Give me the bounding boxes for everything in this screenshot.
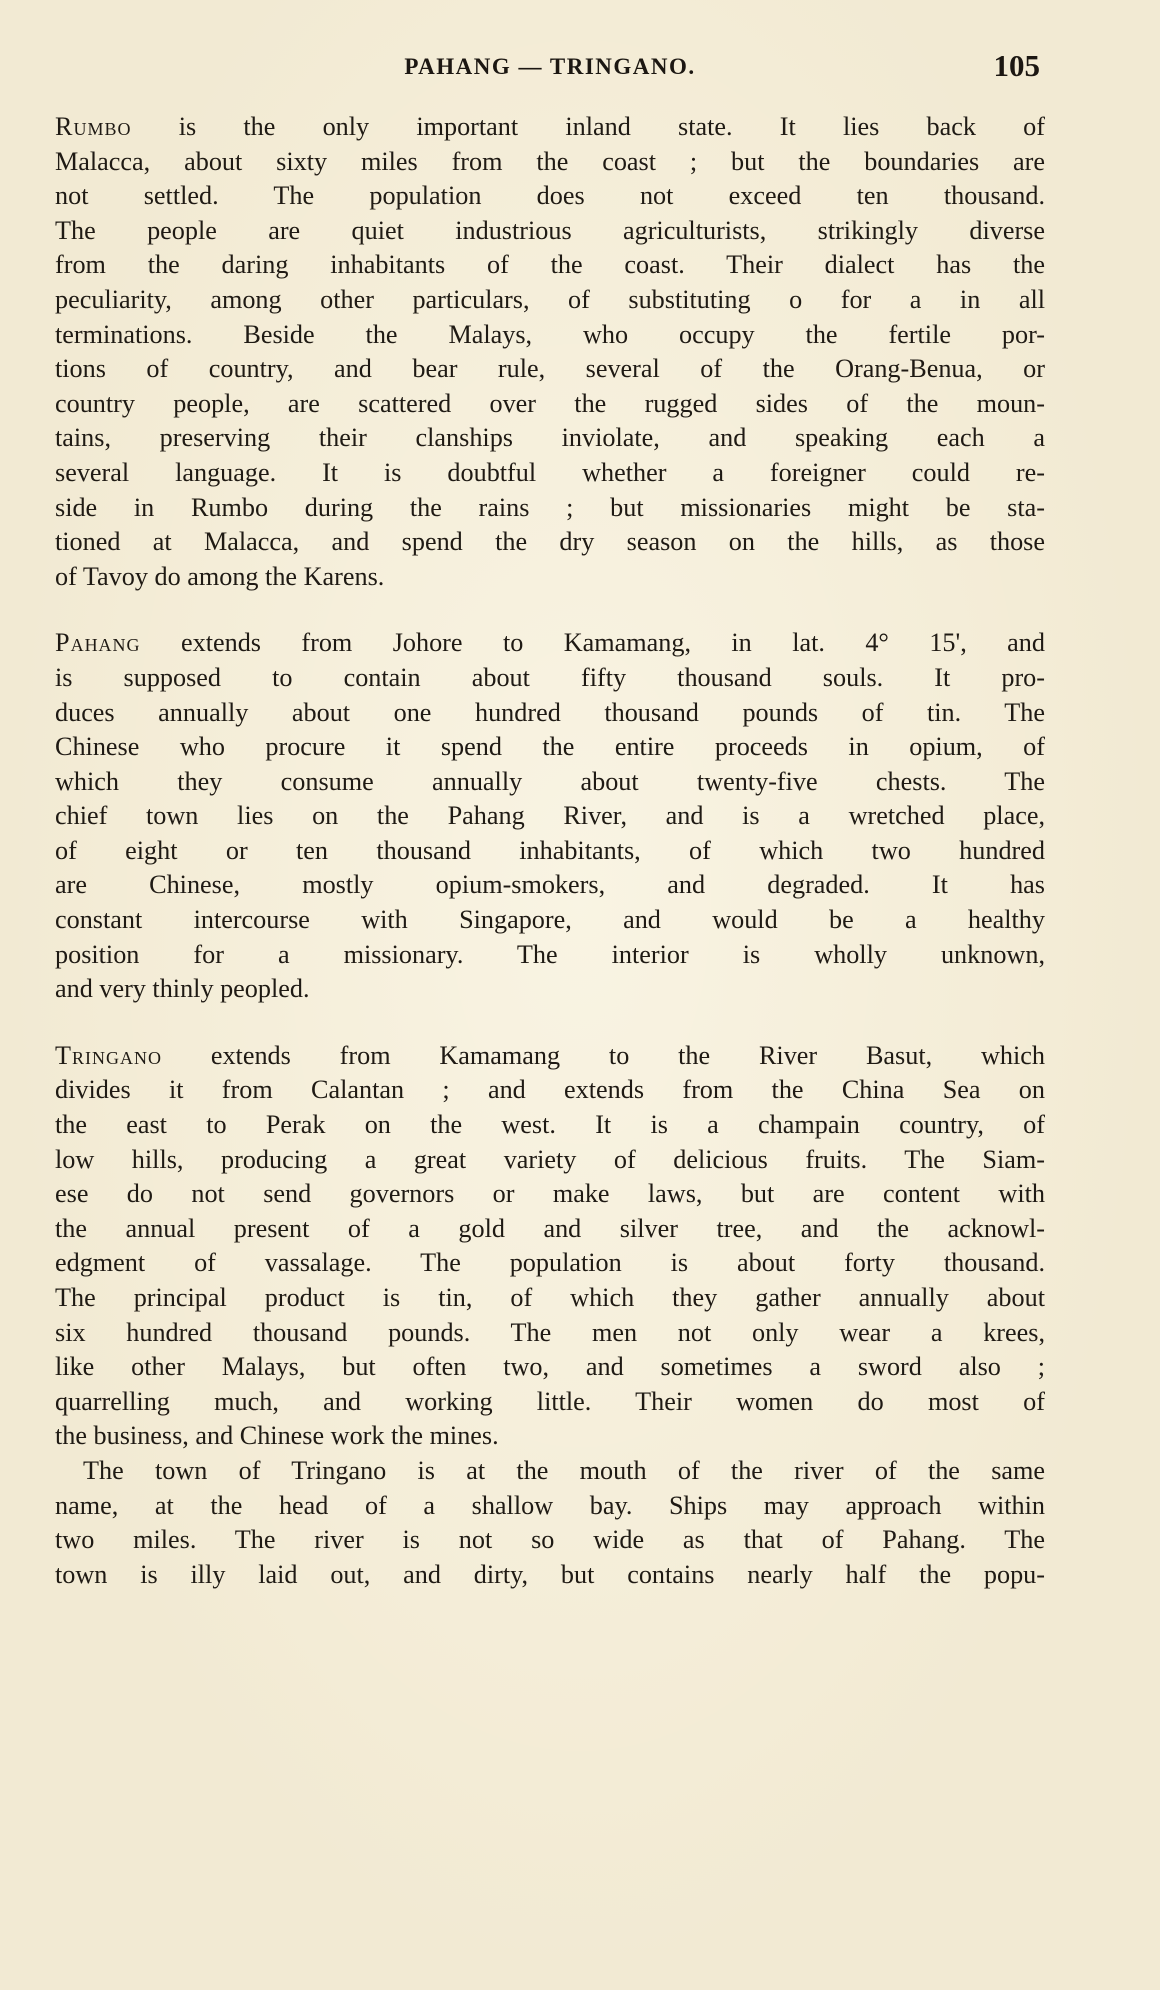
text-line: quarrelling much, and working little. Their women do most of	[55, 1386, 1045, 1416]
text-line: two miles. The river is not so wide as that of Pahang. The	[55, 1525, 1045, 1555]
section-lead-pahang: Pahang	[55, 628, 141, 658]
text-line: low hills, producing a great variety of delicious fruits. The Siam-	[55, 1144, 1045, 1174]
page-body	[55, 110, 1045, 1592]
text-line: side in Rumbo during the rains ; but missionaries might be sta-	[55, 492, 1045, 522]
text-line: tions of country, and bear rule, several of the Orang-Benua, or	[55, 354, 1045, 384]
text-line: Malacca, about sixty miles from the coast ; but the boundaries are	[55, 146, 1045, 176]
text-line: terminations. Beside the Malays, who occupy the fertile por-	[55, 319, 1045, 349]
text-line: is supposed to contain about fifty thousand souls. It pro-	[55, 662, 1045, 692]
text-line: several language. It is doubtful whether a foreigner could re-	[55, 457, 1045, 487]
text-line: chief town lies on the Pahang River, and is a wretched place,	[55, 801, 1045, 831]
text-line: the east to Perak on the west. It is a champain country, of	[55, 1110, 1045, 1140]
text-line: of Tavoy do among the Karens.	[55, 561, 385, 591]
text-line: town is illy laid out, and dirty, but contains nearly half the popu-	[55, 1559, 1045, 1589]
paragraph-gap	[55, 594, 1045, 626]
text-line: the business, and Chinese work the mines.	[55, 1421, 499, 1451]
text-line	[55, 1454, 1045, 1489]
paragraph-tringano	[55, 1039, 1045, 1454]
text-line: of eight or ten thousand inhabitants, of which two hundred	[55, 835, 1045, 865]
text-line: position for a missionary. The interior is wholly unknown,	[55, 939, 1045, 969]
text-line: duces annually about one hundred thousand pounds of tin. The	[55, 697, 1045, 727]
text-line: The people are quiet industrious agriculturists, strikingly diverse	[55, 215, 1045, 245]
text-line: edgment of vassalage. The population is about forty thousand.	[55, 1248, 1045, 1278]
text-line: tains, preserving their clanships inviolate, and speaking each a	[55, 423, 1045, 453]
paragraph-rumbo	[55, 110, 1045, 594]
text-line: ese do not send governors or make laws, but are content with	[55, 1179, 1045, 1209]
text-line: like other Malays, but often two, and sometimes a sword also ;	[55, 1352, 1045, 1382]
text-line	[55, 1039, 1045, 1074]
paragraph-pahang	[55, 626, 1045, 1007]
text-line: not settled. The population does not exceed ten thousand.	[55, 181, 1045, 211]
text-line-content: is the only important inland state. It lies back of	[131, 112, 1045, 141]
page-header	[60, 48, 1040, 92]
running-head: PAHANG — TRINGANO.	[404, 54, 696, 79]
text-line	[55, 110, 1045, 145]
text-line-content: extends from Kamamang to the River Basut, which	[162, 1040, 1045, 1070]
text-line-content: extends from Johore to Kamamang, in lat. 4° 15', and	[140, 628, 1045, 658]
text-line: are Chinese, mostly opium-smokers, and degraded. It has	[55, 870, 1045, 900]
paragraph-tringano-town	[55, 1454, 1045, 1592]
text-line: from the daring inhabitants of the coast. Their dialect has the	[55, 250, 1045, 280]
text-line: tioned at Malacca, and spend the dry season on the hills, as those	[55, 527, 1045, 557]
text-line: name, at the head of a shallow bay. Ships may approach within	[55, 1490, 1045, 1520]
text-line: constant intercourse with Singapore, and would be a healthy	[55, 905, 1045, 935]
section-lead-rumbo: Rumbo	[55, 112, 132, 141]
text-line: six hundred thousand pounds. The men not only wear a krees,	[55, 1317, 1045, 1347]
text-line: Chinese who procure it spend the entire proceeds in opium, of	[55, 732, 1045, 762]
text-line: the annual present of a gold and silver tree, and the acknowl-	[55, 1213, 1045, 1243]
text-line: peculiarity, among other particulars, of substituting o for a in all	[55, 284, 1045, 314]
page-number: 105	[993, 48, 1040, 83]
text-line: which they consume annually about twenty-five chests. The	[55, 766, 1045, 796]
text-line-content: The town of Tringano is at the mouth of the river of the same	[83, 1455, 1045, 1485]
text-line: The principal product is tin, of which they gather annually about	[55, 1283, 1045, 1312]
text-line: country people, are scattered over the rugged sides of the moun-	[55, 388, 1045, 418]
text-line	[55, 626, 1045, 661]
text-line: and very thinly peopled.	[55, 974, 310, 1004]
section-lead-tringano: Tringano	[55, 1040, 162, 1070]
text-line: divides it from Calantan ; and extends from the China Sea on	[55, 1075, 1045, 1105]
paragraph-gap	[55, 1007, 1045, 1039]
